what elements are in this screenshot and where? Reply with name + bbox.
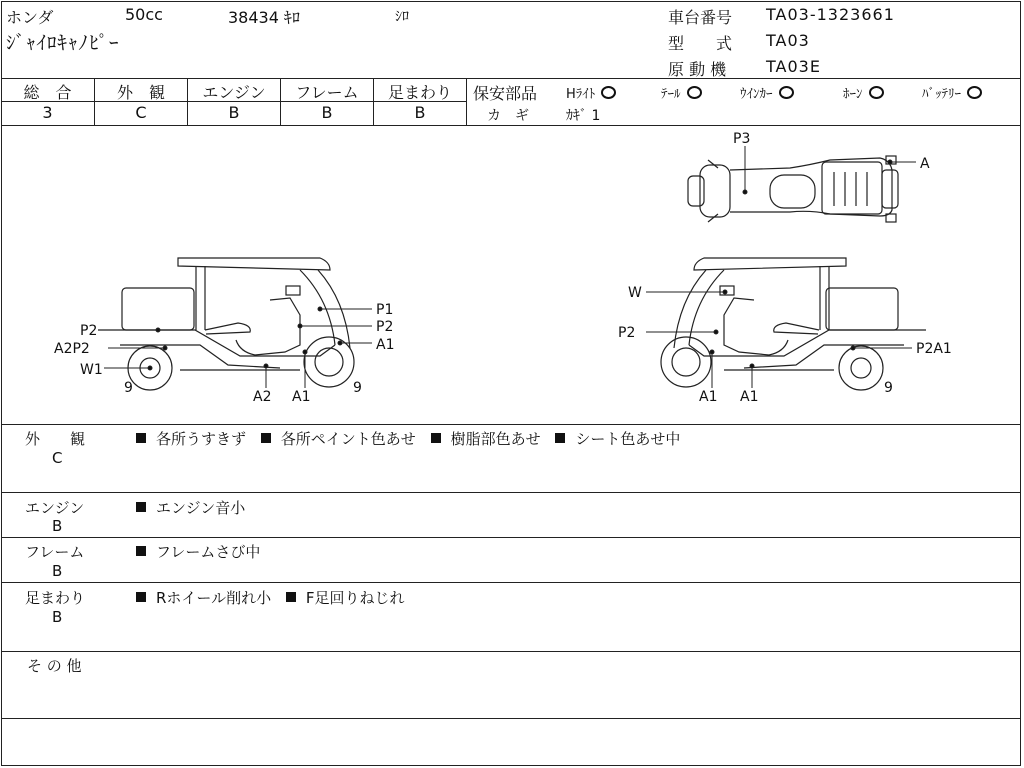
label-top-p3: P3 xyxy=(733,131,751,147)
note-item: エンジン音小 xyxy=(156,499,246,517)
exterior-label: 外 観 xyxy=(116,83,165,102)
label-top-a: A xyxy=(920,156,930,172)
safety-item-battery: ﾊﾞｯﾃﾘｰ xyxy=(922,83,982,102)
note-item: フレームさび中 xyxy=(156,543,261,561)
divider xyxy=(1,718,1021,719)
type-code: TA03 xyxy=(766,31,810,50)
label-r-a1b: A1 xyxy=(740,389,759,405)
bullet-square-icon xyxy=(136,546,146,556)
key-label: カ ギ xyxy=(487,108,529,124)
model-name: ｼﾞｬｲﾛｷｬﾉﾋﾟｰ xyxy=(6,32,120,54)
chassis-label: 車台番号 xyxy=(668,8,733,27)
section-grade-suspension: B xyxy=(52,608,63,626)
note-item: Rホイール削れ小 xyxy=(156,589,272,607)
divider xyxy=(466,78,467,125)
section-label-frame: フレーム xyxy=(25,543,85,561)
right-view-scooter xyxy=(661,258,926,390)
label-l-a2p2: A2P2 xyxy=(54,341,90,357)
note-item: シート色あせ中 xyxy=(575,430,681,448)
divider xyxy=(1,582,1021,583)
engine-label: 原 動 機 xyxy=(668,60,727,79)
label-l-p1: P1 xyxy=(376,302,394,318)
overall-grade: 3 xyxy=(42,103,53,122)
label-l-a1: A1 xyxy=(376,337,395,353)
ok-circle-icon xyxy=(869,86,884,99)
label-r-p2: P2 xyxy=(618,325,636,341)
section-label-engine: エンジン xyxy=(25,499,85,517)
displacement: 50cc xyxy=(125,5,163,24)
label-l-9a: 9 xyxy=(124,380,133,396)
safety-label: 保安部品 xyxy=(473,84,538,103)
note-item: 各所うすきず xyxy=(156,430,247,448)
ok-circle-icon xyxy=(967,86,982,99)
suspension-grade: B xyxy=(414,103,426,122)
damage-diagram xyxy=(0,126,1024,424)
engine-grade: B xyxy=(228,103,240,122)
maker: ホンダ xyxy=(6,8,54,27)
divider xyxy=(1,537,1021,538)
key-value: ｶｷﾞ 1 xyxy=(566,108,601,124)
label-r-p2a1: P2A1 xyxy=(916,341,952,357)
ok-circle-icon xyxy=(687,86,702,99)
label-l-p2-left: P2 xyxy=(80,323,98,339)
section-label-exterior: 外 観 xyxy=(25,430,86,448)
left-view-scooter xyxy=(98,258,354,390)
section-notes-suspension xyxy=(136,587,415,608)
frame-grade: B xyxy=(321,103,333,122)
mileage: 38434 ｷﾛ xyxy=(228,8,300,27)
label-l-w1: W1 xyxy=(80,362,103,378)
bullet-square-icon xyxy=(136,502,146,512)
section-notes-exterior xyxy=(136,428,690,449)
divider xyxy=(1,424,1021,425)
type-label: 型 式 xyxy=(668,34,733,53)
chassis-number: TA03-1323661 xyxy=(766,5,895,24)
section-grade-frame: B xyxy=(52,562,63,580)
frame-grade-label: フレーム xyxy=(295,83,359,102)
bullet-square-icon xyxy=(261,433,271,443)
bullet-square-icon xyxy=(555,433,565,443)
label-l-a2: A2 xyxy=(253,389,272,405)
label-r-9: 9 xyxy=(884,380,893,396)
divider xyxy=(1,78,1021,79)
label-r-a1a: A1 xyxy=(699,389,718,405)
bullet-square-icon xyxy=(136,433,146,443)
safety-item-headlight: Hﾗｲﾄ xyxy=(566,83,616,102)
section-label-suspension: 足まわり xyxy=(25,589,86,607)
divider xyxy=(1,492,1021,493)
safety-item-winker: ｳｲﾝｶｰ xyxy=(740,83,794,102)
bullet-square-icon xyxy=(136,592,146,602)
ok-circle-icon xyxy=(779,86,794,99)
exterior-grade: C xyxy=(135,103,147,122)
overall-label: 総 合 xyxy=(23,83,72,102)
note-item: F足回りねじれ xyxy=(305,589,405,607)
suspension-grade-label: 足まわり xyxy=(387,83,452,102)
safety-item-tail: ﾃｰﾙ xyxy=(661,83,702,102)
label-l-p2: P2 xyxy=(376,319,394,335)
section-grade-engine: B xyxy=(52,517,63,535)
ok-circle-icon xyxy=(601,86,616,99)
section-grade-exterior: C xyxy=(52,449,63,467)
divider xyxy=(1,651,1021,652)
safety-item-horn: ﾎｰﾝ xyxy=(843,83,884,102)
engine-grade-label: エンジン xyxy=(202,83,266,102)
section-notes-engine xyxy=(136,497,255,518)
bullet-square-icon xyxy=(286,592,296,602)
section-notes-frame xyxy=(136,541,270,562)
label-r-w: W xyxy=(628,285,642,301)
bullet-square-icon xyxy=(431,433,441,443)
label-l-a1b: A1 xyxy=(292,389,311,405)
label-l-9b: 9 xyxy=(353,380,362,396)
top-view-scooter xyxy=(688,156,898,222)
engine-code: TA03E xyxy=(766,57,821,76)
color: ｼﾛ xyxy=(395,9,409,25)
note-item: 樹脂部色あせ xyxy=(450,430,541,448)
section-label-other: そ の 他 xyxy=(27,657,82,675)
note-item: 各所ペイント色あせ xyxy=(280,430,416,448)
